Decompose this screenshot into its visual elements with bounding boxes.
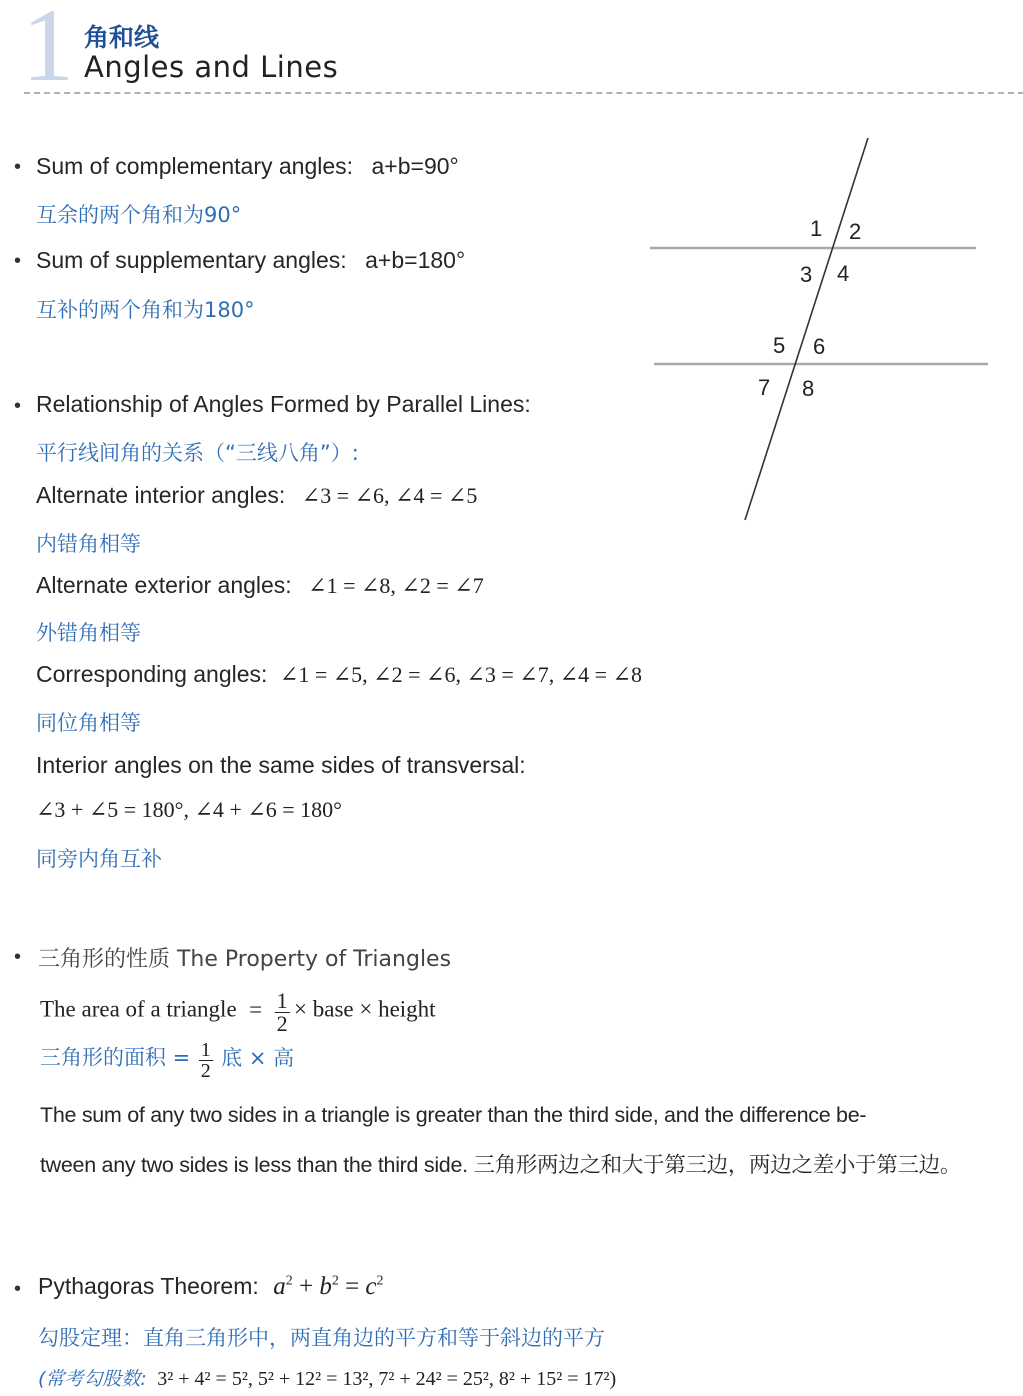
angle-label-8: 8 — [802, 376, 815, 401]
alt-exterior-cn: 外错角相等 — [36, 621, 141, 645]
alt-interior-row — [36, 482, 477, 509]
triangle-area-row — [40, 990, 436, 1035]
triangle-area-fraction — [275, 990, 290, 1035]
pythagoras-triples-row — [38, 1364, 616, 1391]
triangles-heading: 三角形的性质 The Property of Triangles — [38, 947, 452, 972]
pythagoras-cn: 勾股定理：直角三角形中，两直角边的平方和等于斜边的平方 — [38, 1326, 605, 1350]
supplementary-label: Sum of supplementary angles: — [36, 247, 347, 273]
angle-label-5: 5 — [773, 333, 786, 358]
transversal-line — [745, 138, 868, 520]
section-title-en: Angles and Lines — [84, 50, 339, 84]
bullet-dot: • — [14, 156, 22, 178]
bullet-dot: • — [14, 395, 22, 417]
pythagoras-label: Pythagoras Theorem: — [38, 1273, 259, 1299]
corresponding-label: Corresponding angles: — [36, 661, 268, 687]
triangle-area-cn-rest: 底 × 高 — [221, 1045, 295, 1070]
alt-exterior-row — [36, 572, 484, 599]
same-side-formula: ∠3 + ∠5 = 180°, ∠4 + ∠6 = 180° — [36, 797, 342, 822]
triangle-area-cn-row — [40, 1040, 294, 1081]
supplementary-cn: 互补的两个角和为180° — [36, 298, 255, 322]
same-side-cn: 同旁内角互补 — [36, 847, 162, 871]
alt-interior-cn: 内错角相等 — [36, 532, 141, 556]
bullet-dot: • — [14, 946, 22, 968]
same-side-label: Interior angles on the same sides of transversal: — [36, 752, 526, 778]
angle-label-3: 3 — [800, 262, 813, 287]
angle-label-1: 1 — [810, 216, 823, 241]
fraction-denominator: 2 — [276, 1011, 288, 1036]
fraction-numerator: 1 — [200, 1039, 211, 1061]
corresponding-cn: 同位角相等 — [36, 711, 141, 735]
triangle-area-label: The area of a triangle — [40, 996, 237, 1022]
complementary-row — [36, 153, 459, 180]
angle-label-6: 6 — [813, 334, 826, 359]
complementary-label: Sum of complementary angles: — [36, 153, 354, 179]
angle-label-2: 2 — [849, 219, 862, 244]
pythagoras-row — [38, 1273, 384, 1301]
bullet-dot: • — [14, 1278, 22, 1300]
parallel-heading: Relationship of Angles Formed by Parallel Lines: — [36, 391, 531, 417]
supplementary-formula: a+b=180° — [365, 247, 466, 273]
parallel-lines-diagram — [640, 130, 1000, 530]
alt-interior-formula: ∠3 = ∠6, ∠4 = ∠5 — [301, 483, 478, 508]
triangle-area-equals: = — [249, 996, 263, 1022]
section-number: 1 — [22, 0, 74, 103]
triangle-area-rest: × base × height — [294, 996, 436, 1022]
angle-label-4: 4 — [837, 261, 850, 286]
section-title-cn: 角和线 — [84, 23, 160, 52]
angle-label-7: 7 — [758, 375, 771, 400]
corresponding-formula: ∠1 = ∠5, ∠2 = ∠6, ∠3 = ∠7, ∠4 = ∠8 — [279, 662, 642, 687]
fraction-numerator: 1 — [276, 988, 288, 1013]
alt-exterior-label: Alternate exterior angles: — [36, 572, 292, 598]
fraction-denominator: 2 — [200, 1060, 211, 1082]
supplementary-row — [36, 247, 465, 274]
parallel-heading-cn: 平行线间角的关系（“三线八角”）: — [36, 441, 359, 465]
alt-interior-label: Alternate interior angles: — [36, 482, 286, 508]
triangle-inequality-line1: The sum of any two sides in a triangle is greater than the third side, and the difference be- — [40, 1103, 867, 1127]
complementary-formula: a+b=90° — [371, 153, 459, 179]
bullet-dot: • — [14, 250, 22, 272]
triangle-area-cn-label: 三角形的面积 = — [40, 1045, 191, 1070]
corresponding-row — [36, 661, 642, 688]
pythagoras-triples: 3² + 4² = 5², 5² + 12² = 13², 7² + 24² = 25², 8² + 15² = 17²) — [157, 1368, 617, 1390]
triangle-area-cn-fraction — [199, 1040, 213, 1081]
complementary-cn: 互余的两个角和为90° — [36, 203, 242, 227]
alt-exterior-formula: ∠1 = ∠8, ∠2 = ∠7 — [308, 573, 484, 598]
pythagoras-formula: $a^2 + b^2 = c^2$ — [273, 1273, 384, 1300]
header-divider — [24, 92, 1023, 94]
pythagoras-triples-prefix: (常考勾股数: — [38, 1368, 147, 1390]
triangle-inequality-line2: tween any two sides is less than the third side. 三角形两边之和大于第三边，两边之差小于第三边。 — [40, 1153, 962, 1177]
